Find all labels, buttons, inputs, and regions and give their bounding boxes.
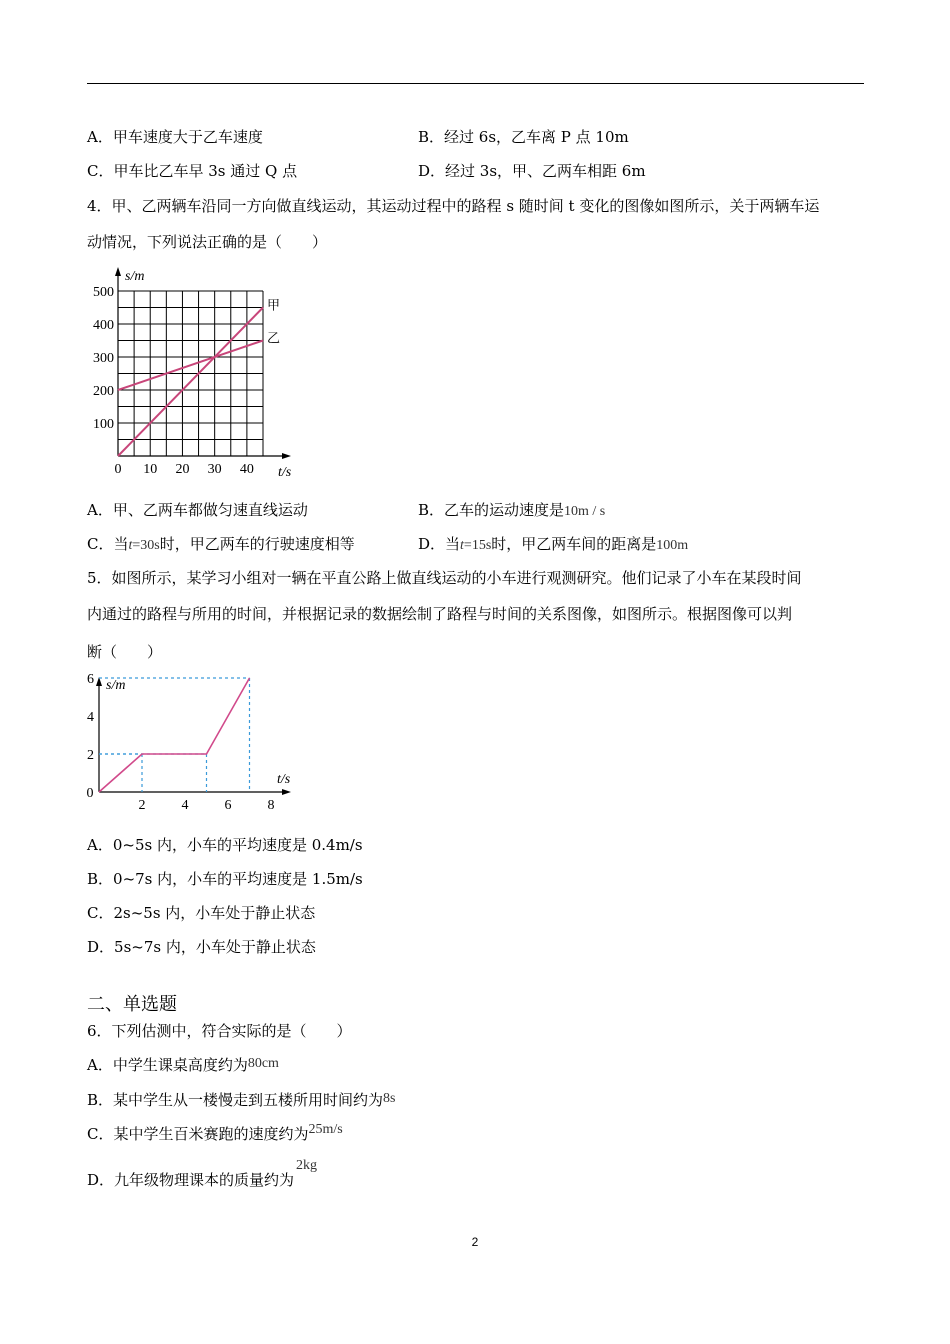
y-tick-label: 100 (93, 417, 114, 432)
y-tick-label: 200 (93, 384, 114, 399)
q4-option-d (418, 534, 688, 556)
x-axis-label: t/s (278, 465, 292, 480)
q6-option-c-text: C．某中学生百米赛跑的速度约为 (87, 1125, 309, 1143)
q6-option-d (87, 1158, 318, 1192)
series-line-cart (99, 678, 250, 792)
x-tick-label: 8 (267, 798, 275, 810)
q3-option-b: B．经过 6s，乙车离 P 点 10m (418, 128, 629, 146)
q6-option-a (87, 1055, 279, 1077)
q4-option-d-pre: D．当 (418, 535, 461, 553)
y-tick-label: 300 (93, 351, 114, 366)
q4-option-d-eq: =15s (463, 538, 492, 553)
q5-option-d: D．5s~7s 内，小车处于静止状态 (87, 938, 316, 956)
q6-option-b-value: 8s (383, 1091, 396, 1106)
page-number: 2 (471, 1235, 479, 1249)
q3-option-a: A．甲车速度大于乙车速度 (87, 128, 263, 146)
y-axis-label: s/m (106, 678, 126, 693)
x-axis-arrow (282, 789, 291, 795)
x-axis-label: t/s (277, 772, 291, 787)
q4-option-c-pre: C．当 (87, 535, 129, 553)
q5-option-a: A．0~5s 内，小车的平均速度是 0.4m/s (87, 836, 363, 854)
x-tick-label: 6 (224, 798, 232, 810)
x-tick-label: 40 (239, 462, 254, 477)
header-rule (87, 83, 864, 84)
q4-option-c (87, 534, 355, 556)
q5-option-b: B．0~7s 内，小车的平均速度是 1.5m/s (87, 870, 363, 888)
q6-option-a-text: A．中学生课桌高度约为 (87, 1056, 248, 1074)
x-tick-label: 20 (175, 462, 190, 477)
q4-option-b-text: B．乙车的运动速度是 (418, 501, 565, 519)
x-axis-arrow (282, 453, 291, 459)
x-tick-label: 30 (207, 462, 222, 477)
q4-stem-line1: 4．甲、乙两辆车沿同一方向做直线运动，其运动过程中的路程 s 随时间 t 变化的图像如图所示，关于两辆车运 (87, 197, 820, 215)
y-tick-label: 2 (87, 748, 94, 763)
q6-option-d-text: D．九年级物理课本的质量约为 (87, 1171, 295, 1189)
q4-stem-line2: 动情况，下列说法正确的是（ ） (87, 233, 328, 251)
x-tick-label: 0 (114, 462, 122, 477)
y-axis-arrow (115, 267, 121, 276)
q4-option-a: A．甲、乙两车都做匀速直线运动 (87, 501, 308, 519)
q6-option-b-text: B．某中学生从一楼慢走到五楼所用时间约为 (87, 1091, 384, 1109)
q3-option-d: D．经过 3s，甲、乙两车相距 6m (418, 162, 646, 180)
origin-label: 0 (86, 786, 94, 801)
q5-st-graph (80, 670, 310, 810)
q6-option-c-value: 25m/s (308, 1122, 343, 1137)
q5-option-c: C．2s~5s 内，小车处于静止状态 (87, 904, 316, 922)
q4-option-c-post: 时，甲乙两车的行驶速度相等 (159, 535, 355, 553)
q4-option-c-eq: =30s (132, 538, 160, 553)
q6-option-c (87, 1124, 343, 1146)
q3-option-c: C．甲车比乙车早 3s 通过 Q 点 (87, 162, 298, 180)
x-tick-label: 4 (181, 798, 189, 810)
q6-option-d-value: 2kg (296, 1158, 318, 1173)
q5-stem-line2: 内通过的路程与所用的时间，并根据记录的数据绘制了路程与时间的关系图像，如图所示。根据图像可以判 (87, 605, 793, 623)
q6-stem: 6．下列估测中，符合实际的是（ ） (87, 1022, 352, 1040)
q4-option-d-value: 100m (656, 538, 689, 553)
x-tick-label: 10 (143, 462, 158, 477)
y-tick-label: 400 (93, 318, 114, 333)
q4-st-graph (80, 262, 310, 482)
q4-option-d-t: t (460, 538, 464, 553)
x-tick-label: 2 (138, 798, 146, 810)
y-axis-label: s/m (125, 269, 145, 284)
q4-option-d-post: 时，甲乙两车间的距离是 (491, 535, 657, 553)
q4-option-b-value: 10m / s (564, 504, 606, 519)
series-label: 甲 (267, 297, 281, 313)
y-tick-label: 4 (87, 710, 94, 725)
y-tick-label: 6 (87, 672, 94, 687)
q6-option-b (87, 1090, 395, 1112)
q6-option-a-value: 80cm (247, 1056, 279, 1071)
q4-option-b (418, 500, 605, 522)
y-tick-label: 500 (93, 285, 114, 300)
q4-option-c-t: t (128, 538, 133, 553)
series-label: 乙 (267, 330, 281, 346)
q5-stem-line1: 5．如图所示，某学习小组对一辆在平直公路上做直线运动的小车进行观测研究。他们记录了小车在某段时间 (87, 569, 802, 587)
section-title: 二、单选题 (87, 994, 177, 1015)
q5-stem-line3: 断（ ） (87, 643, 163, 661)
